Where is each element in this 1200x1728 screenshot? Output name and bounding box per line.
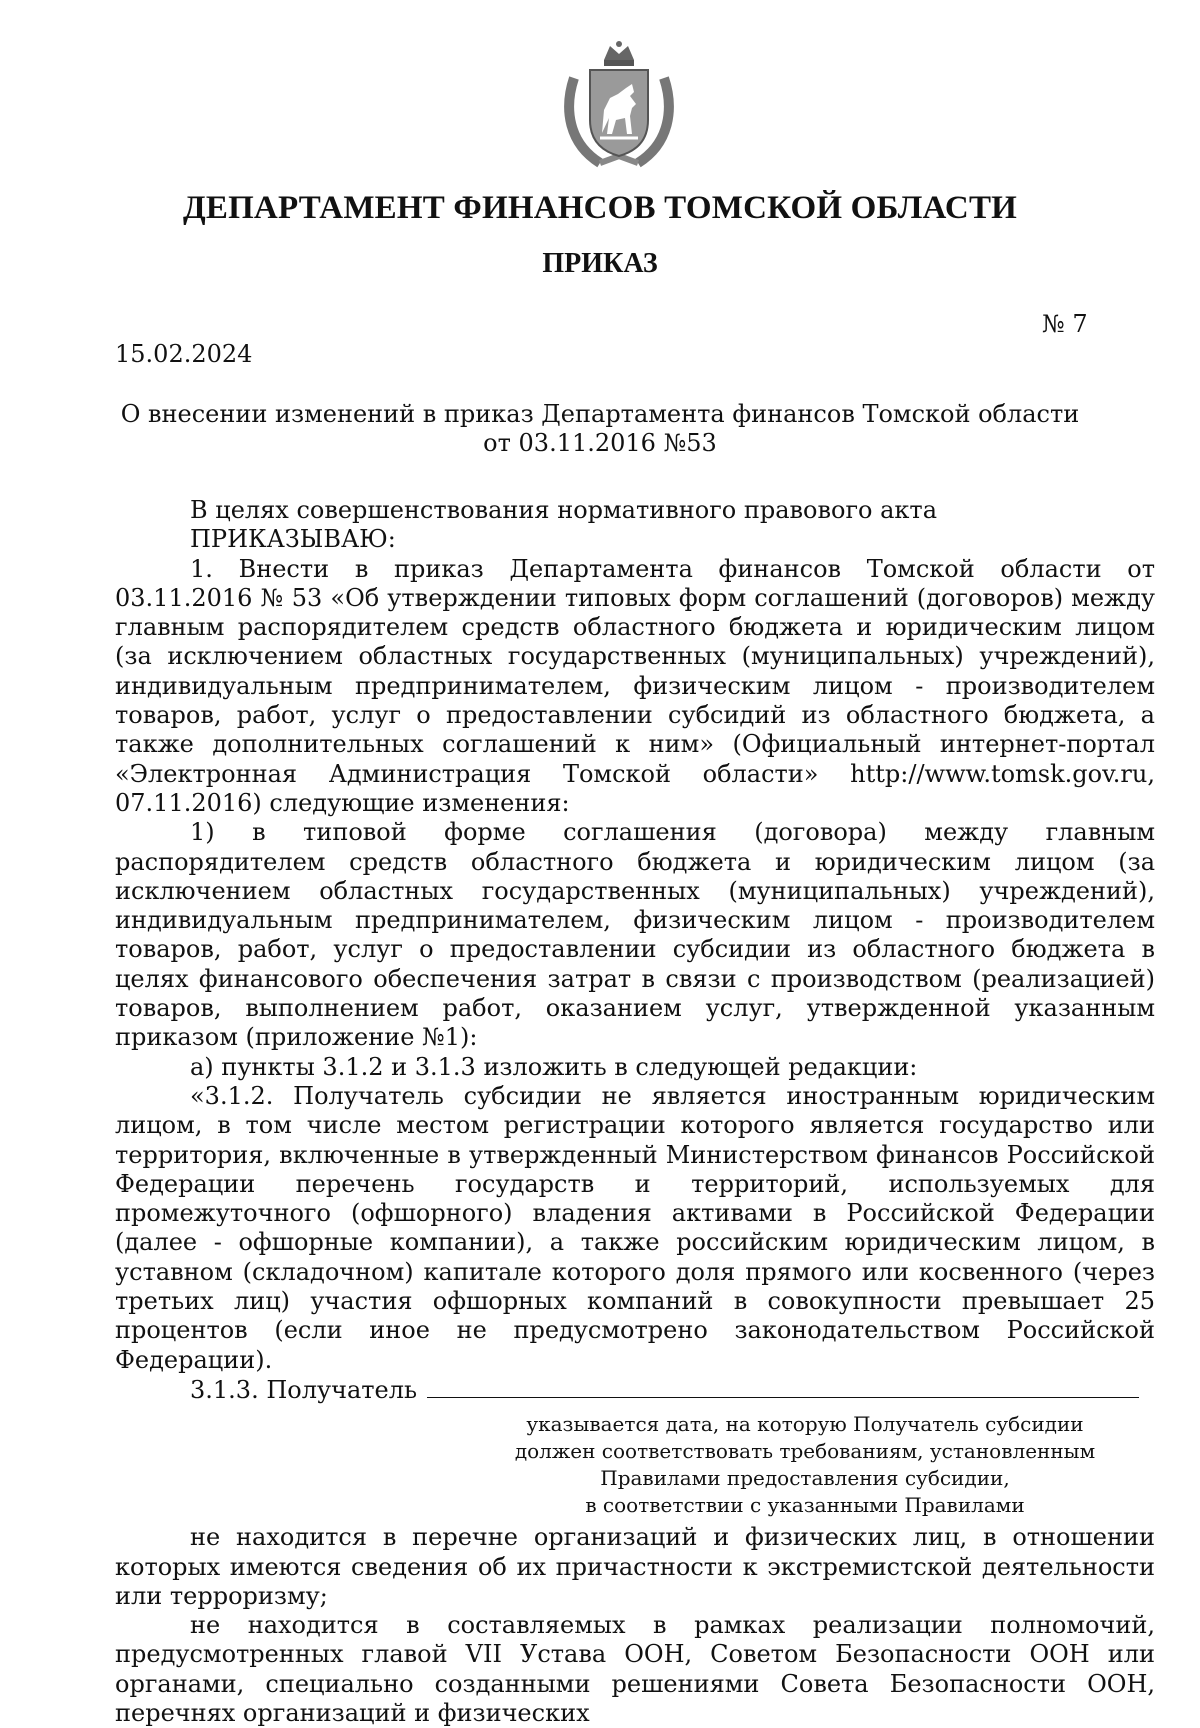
tomsk-coat-of-arms-icon [560, 38, 678, 170]
hint-line: Правилами предоставления субсидии, [600, 1466, 1010, 1491]
subject-line-2: от 03.11.2016 №53 [483, 429, 717, 457]
order-subject [0, 400, 1200, 458]
hint-line: указывается дата, на которую Получатель субсидии [526, 1412, 1084, 1437]
order-number: № 7 [1042, 310, 1088, 338]
item-1-paragraph: 1. Внести в приказ Департамента финансов Томской области от 03.11.2016 № 53 «Об утверждении типовых форм соглашений (договоров) между главным распорядителем средств областного бюджета и юридическим лицом (за исключением областных государственных (муниципальных) учреждений), индивидуальным предпринимателем, физическим лицом - производителем товаров, работ, услуг о предоставлении субсидий из областного бюджета, а также дополнительных соглашений к ним» (Официальный интернет-портал «Электронная Администрация Томской области» http://www.tomsk.gov.ru, 07.11.2016) следующие изменения: [115, 554, 1155, 817]
order-word: ПРИКАЗЫВАЮ: [190, 525, 396, 554]
extremism-paragraph: не находится в перечне организаций и физических лиц, в отношении которых имеются сведения об их причастности к экстремистской деятельности или терроризму; [115, 1523, 1155, 1610]
hint-line: должен соответствовать требованиям, установленным [514, 1439, 1096, 1464]
clause-3-1-3-paragraph [115, 1375, 1155, 1405]
department-title: ДЕПАРТАМЕНТ ФИНАНСОВ ТОМСКОЙ ОБЛАСТИ [182, 190, 1018, 226]
order-body [115, 496, 1155, 1728]
subitem-1-paragraph: 1) в типовой форме соглашения (договора) между главным распорядителем средств областного бюджета и юридическим лицом (за исключением областных государственных (муниципальных) учреждений), индивидуальным предпринимателем, физическим лицом - производителем товаров, работ, услуг о предоставлении субсидии из областного бюджета в целях финансового обеспечения затрат в связи с производством (реализацией) товаров, выполнением работ, оказанием услуг, утвержденной указанным приказом (приложение №1): [115, 818, 1155, 1052]
recipient-hint [115, 1411, 1155, 1519]
purpose-paragraph: В целях совершенствования нормативного правового акта [190, 496, 937, 524]
order-date: 15.02.2024 [115, 340, 253, 368]
document-type-title: ПРИКАЗ [542, 248, 658, 279]
clause-3-1-3-label: 3.1.3. Получатель [190, 1375, 418, 1404]
clause-3-1-2-paragraph: «3.1.2. Получатель субсидии не является иностранным юридическим лицом, в том числе местом регистрации которого является государство или территория, включенные в утвержденный Министерством финансов Российской Федерации перечень государств и территорий, используемых для промежуточного (офшорного) владения активами в Российской Федерации (далее - офшорные компании), а также российским юридическим лицом, в уставном (складочном) капитале которого доля прямого или косвенного (через третьих лиц) участия офшорных компаний в совокупности превышает 25 процентов (если иное не предусмотрено законодательством Российской Федерации). [115, 1081, 1155, 1374]
subitem-a-paragraph: а) пункты 3.1.2 и 3.1.3 изложить в следующей редакции: [190, 1052, 918, 1081]
un-list-paragraph: не находится в составляемых в рамках реализации полномочий, предусмотренных главой VII Устава ООН, Советом Безопасности ООН или органами, специально созданными решениями Совета Безопасности ООН, перечнях организаций и физических [115, 1611, 1155, 1727]
recipient-blank-line [427, 1375, 1139, 1398]
subject-line-1: О внесении изменений в приказ Департамента финансов Томской области [120, 400, 1080, 428]
hint-line: в соответствии с указанными Правилами [585, 1493, 1025, 1518]
